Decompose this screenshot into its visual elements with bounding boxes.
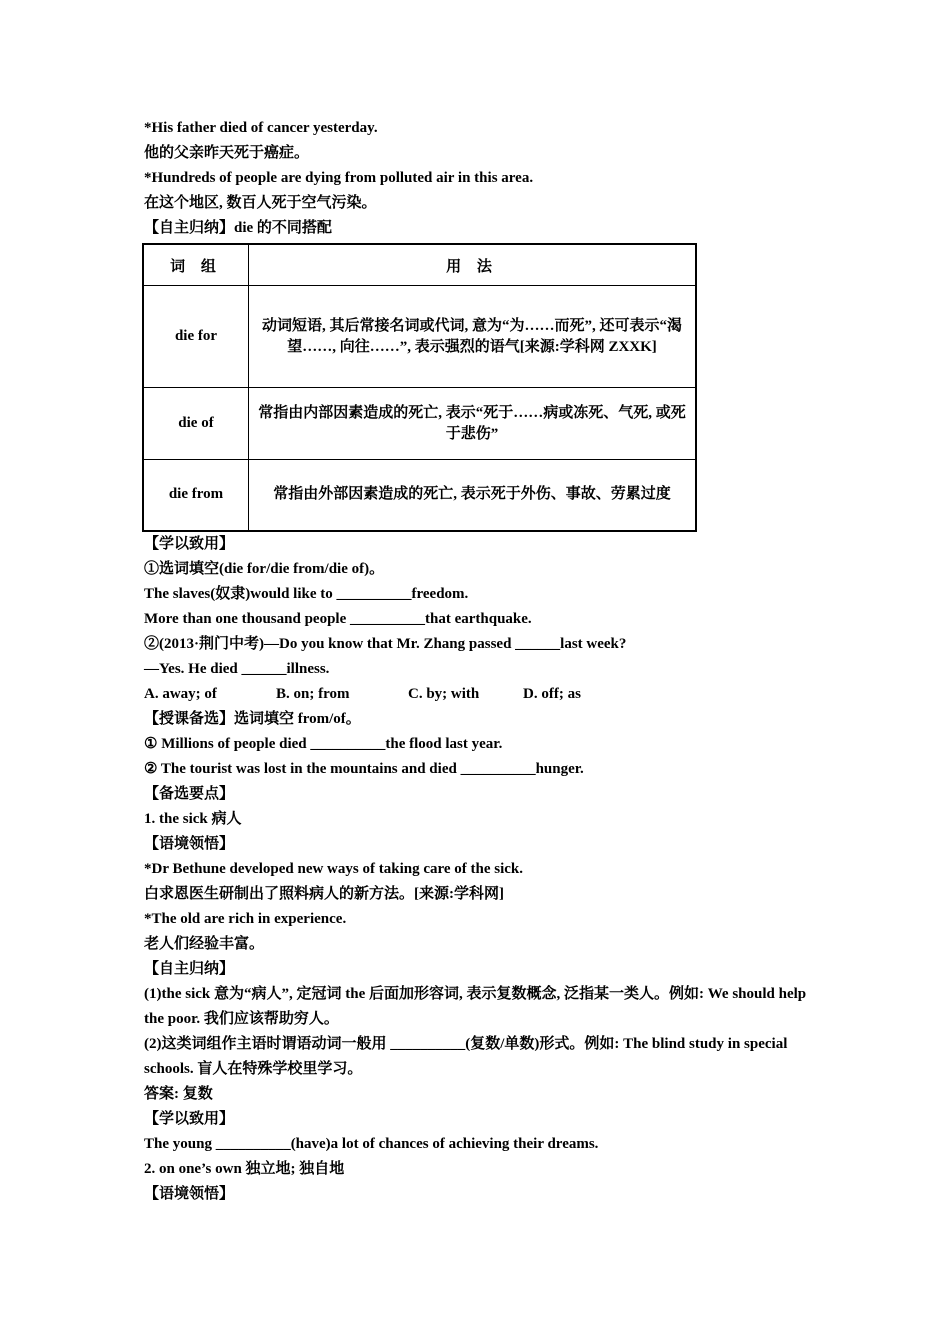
usage-cell: 常指由外部因素造成的死亡, 表示死于外伤、事故、劳累过度 [249,460,697,531]
example-sentence: *The old are rich in experience. [144,910,347,927]
summary-paragraph: (1)the sick 意为“病人”, 定冠词 the 后面加形容词, 表示复数概念, 泛指某一类人。例如: We should help the poor. 我们应该帮助穷人。 [144,985,807,1027]
section-heading: 【备选要点】 [144,785,235,802]
fill-blank-item: ② The tourist was lost in the mountains and died __________hunger. [144,760,584,777]
section-heading: 【语境领悟】 [144,1185,235,1202]
option-d: D. off; as [523,685,581,702]
table-row [143,460,696,531]
point-title: 1. the sick 病人 [144,810,242,827]
example-sentence: *Dr Bethune developed new ways of taking care of the sick. [144,860,524,877]
example-sentence: *Hundreds of people are dying from polluted air in this area. [144,170,534,186]
section-heading: 【自主归纳】die 的不同搭配 [144,220,332,236]
table-row [143,286,696,388]
phrase-cell: die of [143,388,249,460]
example-translation: 在这个地区, 数百人死于空气污染。 [144,195,377,211]
example-translation: 老人们经验丰富。 [144,935,265,952]
fill-blank-item: More than one thousand people __________that earthquake. [144,610,532,627]
summary-paragraph: (2)这类词组作主语时谓语动词一般用 __________(复数/单数)形式。例如: The blind study in special schools. 盲人在特殊学校里学习。 [144,1035,788,1077]
option-b: B. on; from [276,685,350,702]
option-a: A. away; of [144,685,217,702]
section-heading: 【学以致用】 [144,535,235,552]
document-page [144,116,814,1207]
phrase-cell: die from [143,460,249,531]
example-translation: 他的父亲昨天死于癌症。 [144,145,310,161]
example-sentence: *His father died of cancer yesterday. [144,120,378,136]
fill-blank-item: The young __________(have)a lot of chances of achieving their dreams. [144,1135,599,1152]
question-reply: —Yes. He died ______illness. [144,660,330,677]
usage-cell: 常指由内部因素造成的死亡, 表示“死于……病或冻死、气死, 或死于悲伤” [249,388,697,460]
section-heading: 【授课备选】选词填空 from/of。 [144,710,361,727]
point-title: 2. on one’s own 独立地; 独自地 [144,1160,345,1177]
phrase-cell: die for [143,286,249,388]
answer-options [144,682,814,707]
answer-line: 答案: 复数 [144,1085,213,1102]
question-title: ①选词填空(die for/die from/die of)。 [144,560,385,577]
table-header-usage: 用 法 [249,244,697,286]
section-heading: 【自主归纳】 [144,960,235,977]
fill-blank-item: The slaves(奴隶)would like to __________freedom. [144,585,469,602]
table-row [143,388,696,460]
section-heading: 【语境领悟】 [144,835,235,852]
die-usage-table [142,243,697,532]
fill-blank-item: ① Millions of people died __________the flood last year. [144,735,503,752]
table-header-phrase: 词 组 [143,244,249,286]
question-title: ②(2013·荆门中考)—Do you know that Mr. Zhang passed ______last week? [144,635,627,652]
usage-cell: 动词短语, 其后常接名词或代词, 意为“为……而死”, 还可表示“渴望……, 向往……”, 表示强烈的语气[来源:学科网 ZXXK] [249,286,697,388]
example-translation: 白求恩医生研制出了照料病人的新方法。[来源:学科网] [144,885,504,902]
section-heading: 【学以致用】 [144,1110,235,1127]
option-c: C. by; with [408,685,480,702]
